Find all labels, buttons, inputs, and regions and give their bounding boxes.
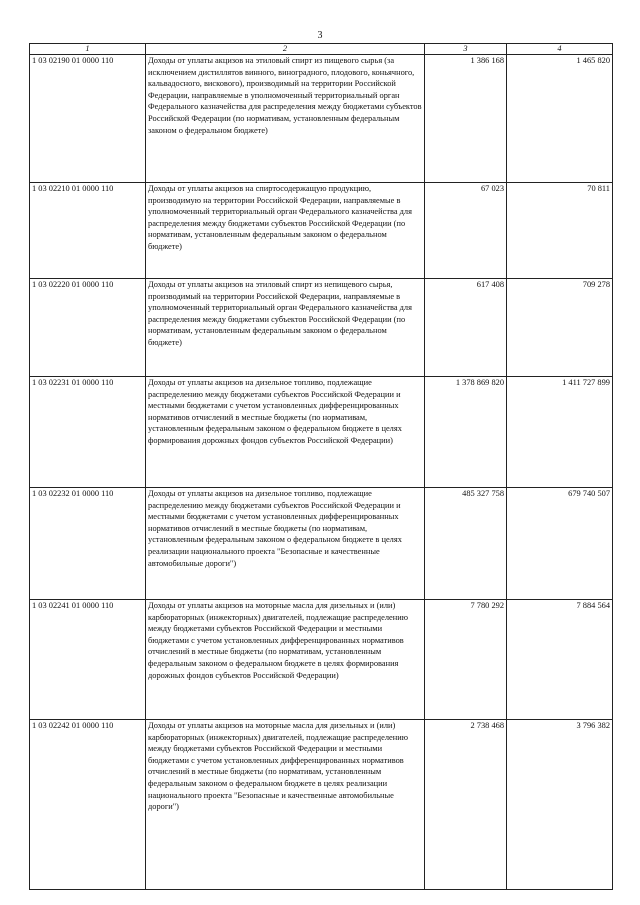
budget-code: 1 03 02190 01 0000 110: [30, 55, 146, 183]
column-header-3: 3: [425, 44, 507, 55]
value-col-4: 1 411 727 899: [507, 377, 613, 488]
revenue-description: Доходы от уплаты акцизов на дизельное топливо, подлежащие распределению между бюджетами субъектов Российской Федерации и местными бюджетами с учетом установленных дифференцированных нормативов отчислений в местные бюджеты (по нормативам, установленным федеральным законом о федеральном бюджете в целях реализации национального проекта "Безопасные и качественные автомобильные дороги"): [146, 488, 425, 600]
page-number: 3: [317, 30, 323, 41]
value-col-3: 485 327 758: [425, 488, 507, 600]
value-col-4: 7 884 564: [507, 600, 613, 720]
value-col-3: 617 408: [425, 279, 507, 377]
budget-code: 1 03 02210 01 0000 110: [30, 183, 146, 279]
value-col-4: 3 796 382: [507, 720, 613, 890]
value-col-4: 679 740 507: [507, 488, 613, 600]
budget-code: 1 03 02231 01 0000 110: [30, 377, 146, 488]
revenue-description: Доходы от уплаты акцизов на этиловый спирт из пищевого сырья (за исключением дистиллятов винного, виноградного, плодового, коньячного, кальвадосного, вискового), производимый на территории Российской Федерации, направляемые в уполномоченный территориальный орган Федерального казначейства для распределения между бюджетами субъектов Российской Федерации (по нормативам, установленным федеральным законом о федеральном бюджете): [146, 55, 425, 183]
table-row: [30, 279, 613, 377]
column-header-row: [30, 44, 613, 55]
value-col-3: 2 738 468: [425, 720, 507, 890]
table-row: [30, 55, 613, 183]
budget-code: 1 03 02220 01 0000 110: [30, 279, 146, 377]
column-header-4: 4: [507, 44, 613, 55]
value-col-4: 70 811: [507, 183, 613, 279]
revenue-description: Доходы от уплаты акцизов на дизельное топливо, подлежащие распределению между бюджетами субъектов Российской Федерации и местными бюджетами с учетом установленных дифференцированных нормативов отчислений в местные бюджеты (по нормативам, установленным федеральным законом о федеральном бюджете в целях формирования дорожных фондов субъектов Российской Федерации): [146, 377, 425, 488]
revenue-description: Доходы от уплаты акцизов на моторные масла для дизельных и (или) карбюраторных (инжекторных) двигателей, подлежащие распределению между бюджетами субъектов Российской Федерации и местными бюджетами с учетом установленных дифференцированных нормативов отчислений в местные бюджеты (по нормативам, установленным федеральным законом о федеральном бюджете в целях реализации национального проекта "Безопасные и качественные автомобильные дороги"): [146, 720, 425, 890]
budget-code: 1 03 02242 01 0000 110: [30, 720, 146, 890]
table-row: [30, 377, 613, 488]
column-header-2: 2: [146, 44, 425, 55]
table-row: [30, 488, 613, 600]
value-col-4: 1 465 820: [507, 55, 613, 183]
value-col-3: 1 378 869 820: [425, 377, 507, 488]
budget-code: 1 03 02241 01 0000 110: [30, 600, 146, 720]
revenue-description: Доходы от уплаты акцизов на спиртосодержащую продукцию, производимую на территории Российской Федерации, направляемые в уполномоченный территориальный орган Федерального казначейства для распределения между бюджетами субъектов Российской Федерации (по нормативам, установленным федеральным законом о федеральном бюджете): [146, 183, 425, 279]
value-col-3: 67 023: [425, 183, 507, 279]
value-col-3: 1 386 168: [425, 55, 507, 183]
revenue-table: [29, 43, 613, 890]
value-col-3: 7 780 292: [425, 600, 507, 720]
table-row: [30, 600, 613, 720]
table-row: [30, 720, 613, 890]
column-header-1: 1: [30, 44, 146, 55]
table-row: [30, 183, 613, 279]
revenue-description: Доходы от уплаты акцизов на моторные масла для дизельных и (или) карбюраторных (инжекторных) двигателей, подлежащие распределению между бюджетами субъектов Российской Федерации и местными бюджетами с учетом установленных дифференцированных нормативов отчислений в местные бюджеты (по нормативам, установленным федеральным законом о федеральном бюджете в целях формирования дорожных фондов субъектов Российской Федерации): [146, 600, 425, 720]
revenue-description: Доходы от уплаты акцизов на этиловый спирт из непищевого сырья, производимый на территории Российской Федерации, направляемые в уполномоченный территориальный орган Федерального казначейства для распределения между бюджетами субъектов Российской Федерации (по нормативам, установленным федеральным законом о федеральном бюджете): [146, 279, 425, 377]
value-col-4: 709 278: [507, 279, 613, 377]
budget-code: 1 03 02232 01 0000 110: [30, 488, 146, 600]
